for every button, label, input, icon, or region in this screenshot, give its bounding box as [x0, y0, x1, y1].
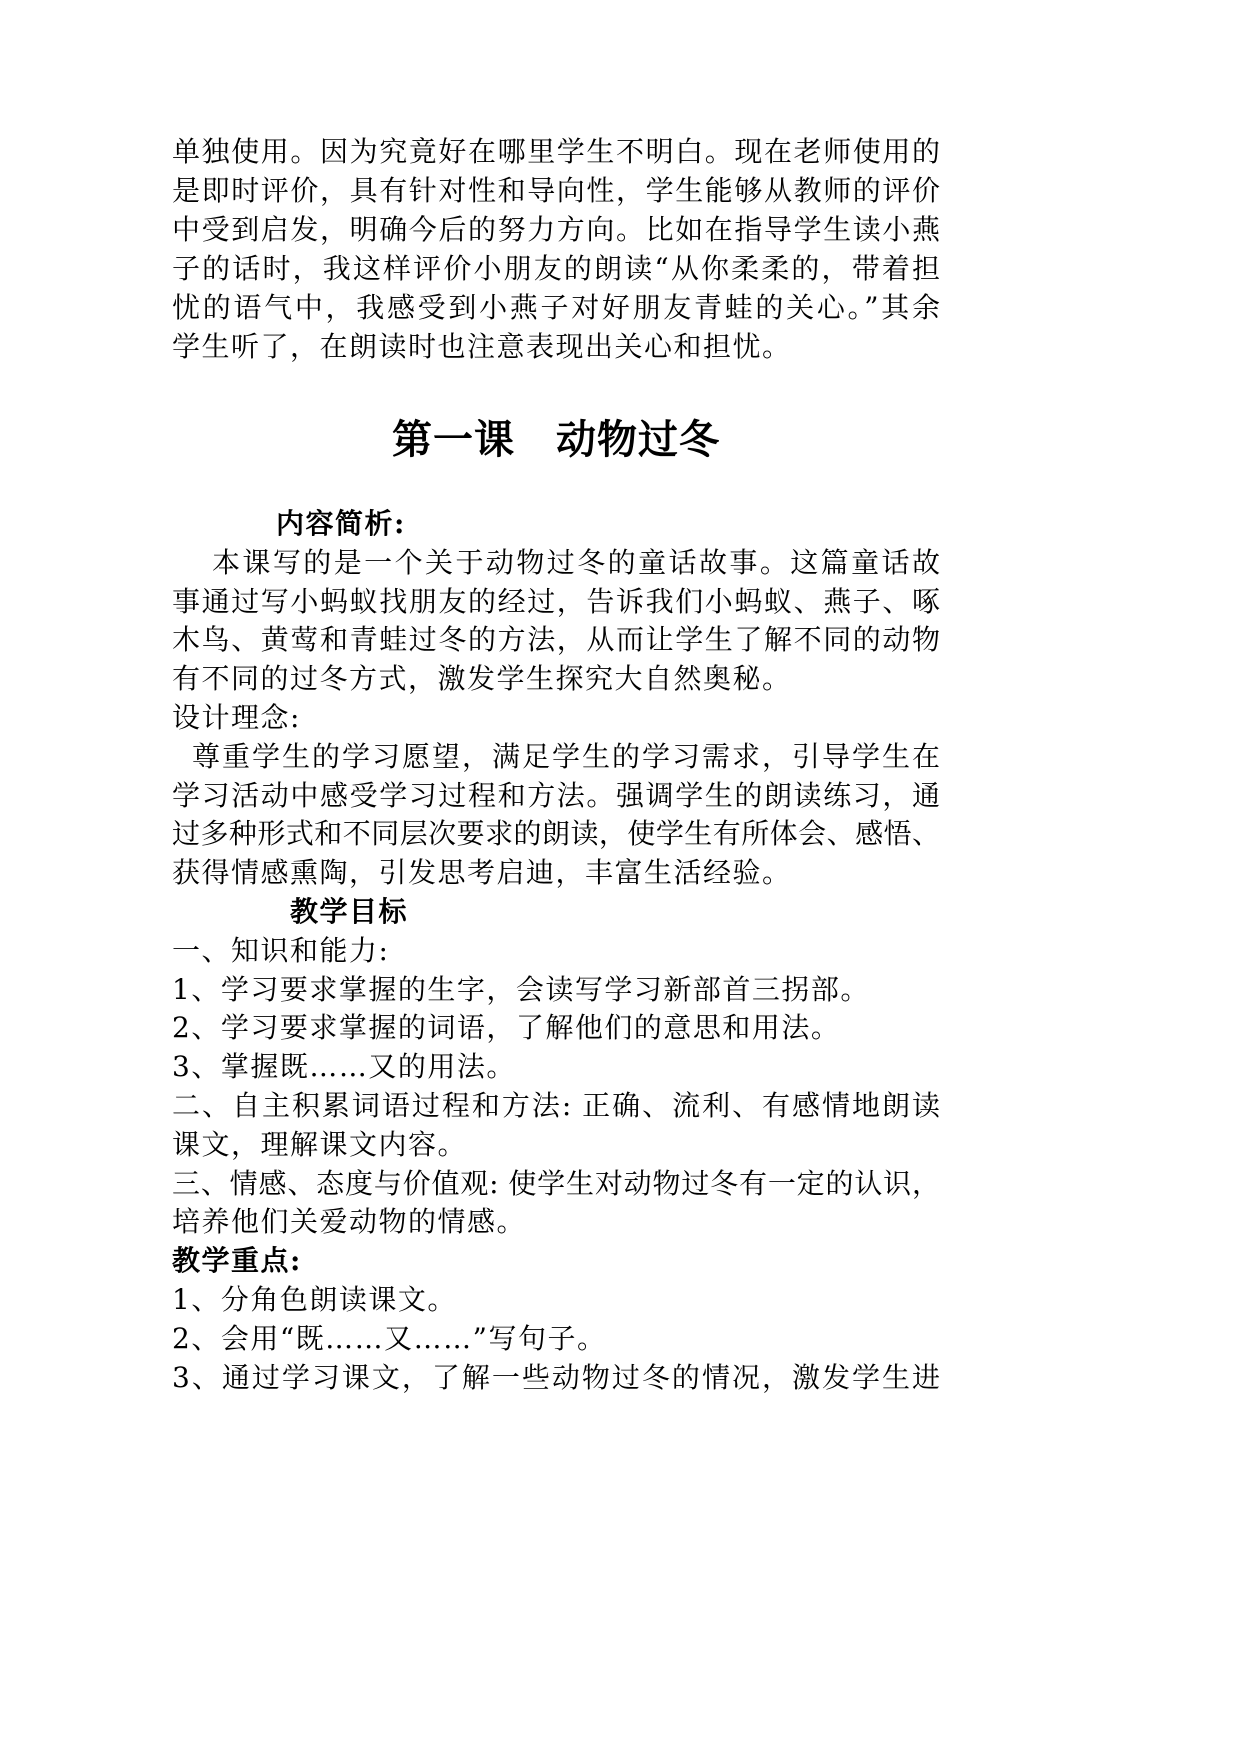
objectives-line: 1、学习要求掌握的生字，会读写学习新部首三拐部。	[172, 972, 870, 1006]
lesson-title: 第一课 动物过冬	[392, 416, 720, 463]
intro-line: 是即时评价，具有针对性和导向性，学生能够从教师的评价	[172, 174, 940, 207]
objectives-line: 二、自主积累词语过程和方法: 正确、流利、有感情地朗读	[172, 1088, 940, 1122]
objectives-line: 2、学习要求掌握的词语，了解他们的意思和用法。	[172, 1011, 841, 1045]
key-points-heading: 教学重点:	[172, 1244, 302, 1278]
objectives-line: 3、掌握既……又的用法。	[172, 1050, 516, 1084]
objectives-line: 培养他们关爱动物的情感。	[172, 1205, 527, 1239]
intro-paragraph	[172, 132, 940, 366]
objectives-line: 课文，理解课文内容。	[172, 1127, 468, 1161]
analysis-line: 本课写的是一个关于动物过冬的童话故事。这篇童话故	[212, 545, 940, 579]
lesson-body	[172, 505, 940, 1397]
design-heading: 设计理念:	[172, 700, 301, 734]
analysis-line: 木鸟、黄莺和青蛙过冬的方法，从而让学生了解不同的动物	[172, 623, 940, 657]
key-points-line: 1、分角色朗读课文。	[172, 1282, 457, 1316]
design-line: 过多种形式和不同层次要求的朗读，使学生有所体会、感悟、	[172, 817, 940, 851]
analysis-line: 事通过写小蚂蚁找朋友的经过，告诉我们小蚂蚁、燕子、啄	[172, 584, 940, 618]
key-points-line: 3、通过学习课文，了解一些动物过冬的情况，激发学生进	[172, 1360, 940, 1394]
design-line: 获得情感熏陶，引发思考启迪，丰富生活经验。	[172, 856, 792, 890]
objectives-line: 一、知识和能力:	[172, 933, 390, 967]
objectives-line: 三、情感、态度与价值观: 使学生对动物过冬有一定的认识，	[172, 1166, 940, 1200]
intro-line: 子的话时，我这样评价小朋友的朗读“从你柔柔的，带着担	[172, 252, 940, 285]
objectives-heading: 教学目标	[290, 894, 409, 928]
analysis-heading: 内容简析:	[276, 507, 406, 540]
intro-line: 单独使用。因为究竟好在哪里学生不明白。现在老师使用的	[172, 135, 940, 168]
analysis-line: 有不同的过冬方式，激发学生探究大自然奥秘。	[172, 662, 792, 696]
intro-line: 中受到启发，明确今后的努力方向。比如在指导学生读小燕	[172, 213, 940, 246]
page-content	[172, 132, 940, 1397]
intro-line: 忧的语气中，我感受到小燕子对好朋友青蛙的关心。”其余	[172, 291, 940, 324]
key-points-line: 2、会用“既……又……”写句子。	[172, 1321, 607, 1355]
design-line: 学习活动中感受学习过程和方法。强调学生的朗读练习，通	[172, 778, 940, 812]
intro-line: 学生听了，在朗读时也注意表现出关心和担忧。	[172, 330, 792, 363]
design-line: 尊重学生的学习愿望，满足学生的学习需求，引导学生在	[192, 739, 940, 773]
